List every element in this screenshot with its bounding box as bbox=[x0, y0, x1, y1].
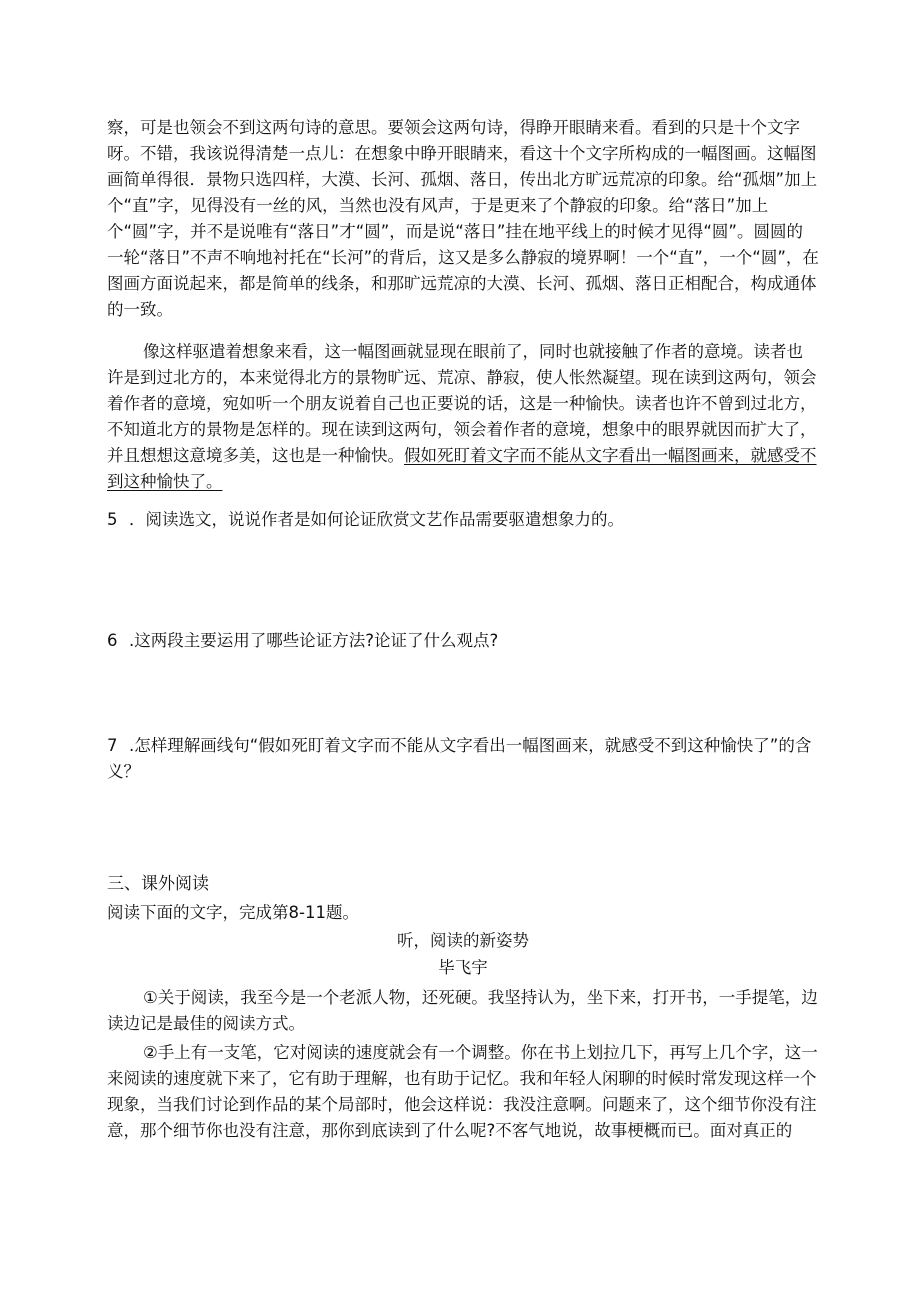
question-5 bbox=[107, 507, 819, 533]
question-text: .这两段主要运用了哪些论证方法?论证了什么观点? bbox=[129, 631, 499, 650]
passage-paragraph-1: 察，可是也领会不到这两句诗的意思。要领会这两句诗，得睁开眼睛来看。看到的只是十个文字呀。不错，我该说得清楚一点儿：在想象中睁开眼睛来，看这十个文字所构成的一幅图画。这幅图画简单得很．景物只选四样，大漠、长河、孤烟、落日，传出北方旷远荒凉的印象。给“孤烟”加上个“直”字，见得没有一丝的风，当然也没有风声，于是更来了个静寂的印象。给“落日”加上个“圆”字，并不是说唯有“落日”才“圆”，而是说“落日”挂在地平线上的时候才见得“圆”。圆圆的一轮“落日”不声不响地衬托在“长河”的背后，这又是多么静寂的境界啊！一个“直”，一个“圆”，在图画方面说起来，都是简单的线条，和那旷远荒凉的大漠、长河、孤烟、落日正相配合，构成通体的一致。 bbox=[107, 118, 819, 319]
question-text: .怎样理解画线句“假如死盯着文字而不能从文字看出一幅图画来，就感受不到这种愉快了”的含义？ bbox=[107, 736, 812, 781]
question-7 bbox=[107, 733, 819, 785]
paragraph-2-text: 像这样驱遣着想象来看，这一幅图画就显现在眼前了，同时也就接触了作者的意境。读者也许是到过北方的，本来觉得北方的景物旷远、荒凉、静寂，使人怅然凝望。现在读到这两句，领会着作者的意境，宛如听一个朋友说着自己也正要说的话，这是一种愉快。读者也许不曾到过北方，不知道北方的景物是怎样的。现在读到这两句，领会着作者的意境，想象中的眼界就因而扩大了，并且想想这意境多美，这也是一种愉快。 bbox=[107, 342, 817, 465]
question-number: 6 bbox=[107, 631, 118, 650]
question-number: 5 bbox=[107, 510, 118, 529]
article-author: 毕飞宇 bbox=[438, 958, 488, 977]
article-paragraph-1-text: ①关于阅读，我至今是一个老派人物，还死硬。我坚持认为，坐下来，打开书，一手提笔，边读边记是最佳的阅读方式。 bbox=[107, 988, 818, 1033]
passage-paragraph-2 bbox=[107, 339, 819, 495]
article-paragraph-2 bbox=[107, 1040, 819, 1144]
article-title: 听，阅读的新姿势 bbox=[397, 931, 529, 950]
article-paragraph-2-text: ②手上有一支笔，它对阅读的速度就会有一个调整。你在书上划拉几下，再写上几个字，这一来阅读的速度就下来了，它有助于理解，也有助于记忆。我和年轻人闲聊的时候时常发现这样一个现象，当我们讨论到作品的某个局部时，他会这样说：我没注意啊。问题来了，这个细节你没有注意，那个细节你也没有注意，那你到底读到了什么呢?不客气地说，故事梗概而已。面对真正的 bbox=[107, 1043, 818, 1140]
article-paragraph-1 bbox=[107, 985, 819, 1037]
section-instructions: 阅读下面的文字，完成第8-11题。 bbox=[107, 903, 359, 922]
question-6 bbox=[107, 628, 819, 654]
section-heading: 三、课外阅读 bbox=[107, 874, 209, 894]
question-number: 7 bbox=[107, 736, 118, 755]
question-text: ．阅读选文，说说作者是如何论证欣赏文艺作品需要驱遣想象力的。 bbox=[129, 510, 624, 529]
underlined-sentence: 假如死盯着文字而不能从文字看出一幅图画来，就感受不到这种愉快了。 bbox=[107, 446, 817, 491]
